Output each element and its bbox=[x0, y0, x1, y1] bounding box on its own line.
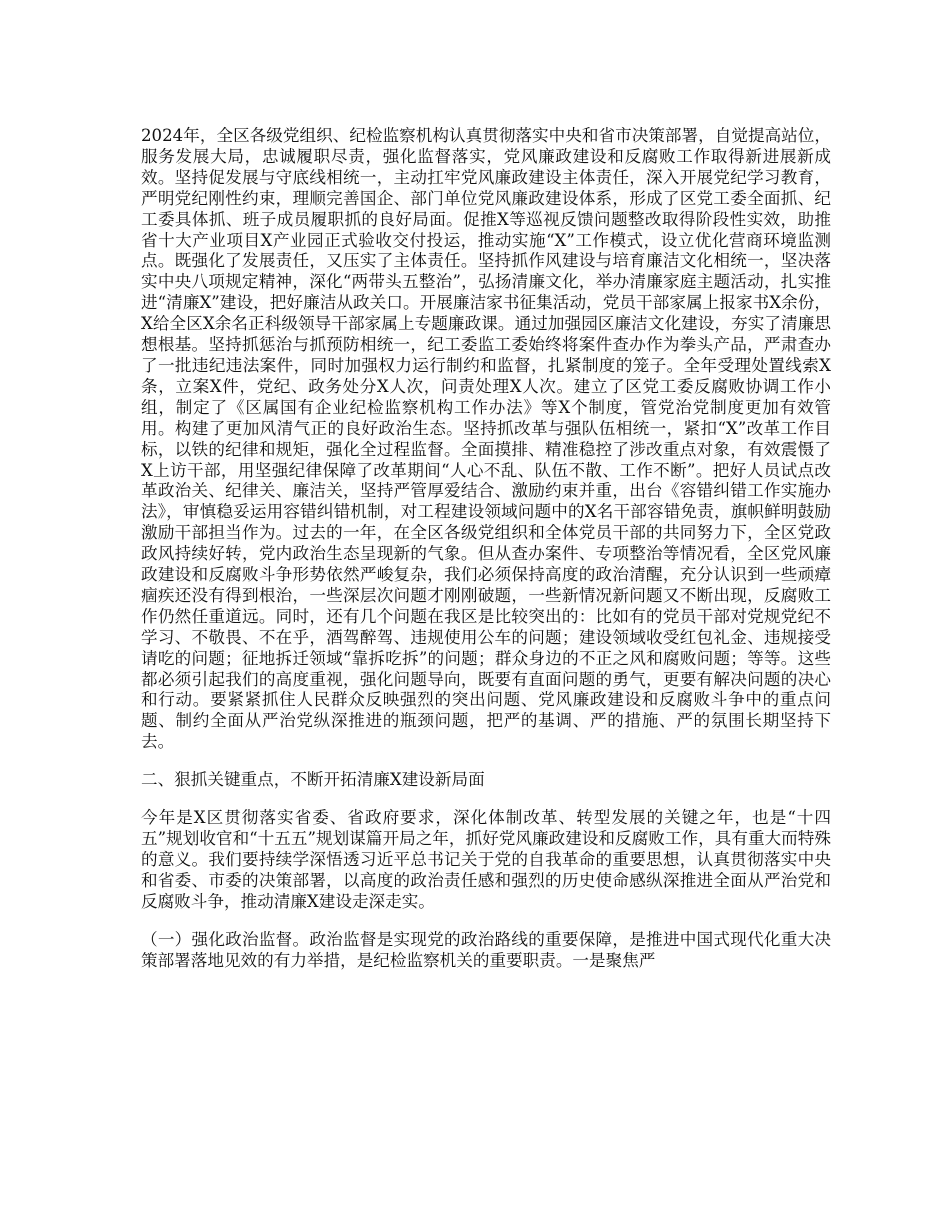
paragraph-intro: 今年是X区贯彻落实省委、省政府要求，深化体制改革、转型发展的关键之年，也是“十四五”规划收官和“十五五”规划谋篇开局之年，抓好党风廉政建设和反腐败工作，具有重大而特殊的意义。我们要持续学深悟透习近平总书记关于党的自我革命的重要思想，认真贯彻落实中央和省委、市委的决策部署，以高度的政治责任感和强烈的历史使命感纵深推进全面从严治党和反腐败斗争，推动清廉X建设走深走实。 bbox=[141, 808, 831, 911]
paragraph-summary: 2024年，全区各级党组织、纪检监察机构认真贯彻落实中央和省市决策部署，自觉提高站位，服务发展大局，忠诚履职尽责，强化监督落实，党风廉政建设和反腐败工作取得新进展新成效。坚持促发展与守底线相统一，主动扛牢党风廉政建设主体责任，深入开展党纪学习教育，严明党纪刚性约束，理顺完善国企、部门单位党风廉政建设体系，形成了区党工委全面抓、纪工委具体抓、班子成员履职抓的良好局面。促推X等巡视反馈问题整改取得阶段性实效，助推省十大产业项目X产业园正式验收交付投运，推动实施“X”工作模式，设立优化营商环境监测点。既强化了发展责任，又压实了主体责任。坚持抓作风建设与培育廉洁文化相统一，坚决落实中央八项规定精神，深化“两带头五整治”，弘扬清廉文化，举办清廉家庭主题活动，扎实推进“清廉X”建设，把好廉洁从政关口。开展廉洁家书征集活动，党员干部家属上报家书X余份，X给全区X余名正科级领导干部家属上专题廉政课。通过加强园区廉洁文化建设，夯实了清廉思想根基。坚持抓惩治与抓预防相统一，纪工委监工委始终将案件查办作为拳头产品，严肃查办了一批违纪违法案件，同时加强权力运行制约和监督，扎紧制度的笼子。全年受理处置线索X条，立案X件，党纪、政务处分X人次，问责处理X人次。建立了区党工委反腐败协调工作小组，制定了《区属国有企业纪检监察机构工作办法》等X个制度，管党治党制度更加有效管用。构建了更加风清气正的良好政治生态。坚持抓改革与强队伍相统一，紧扣“X”改革工作目标，以铁的纪律和规矩，强化全过程监督。全面摸排、精准稳控了涉改重点对象，有效震慑了X上访干部，用坚强纪律保障了改革期间“人心不乱、队伍不散、工作不断”。把好人员试点改革政治关、纪律关、廉洁关，坚持严管厚爱结合、激励约束并重，出台《容错纠错工作实施办法》，审慎稳妥运用容错纠错机制，对工程建设领域问题中的X名干部容错免责，旗帜鲜明鼓励激励干部担当作为。过去的一年，在全区各级党组织和全体党员干部的共同努力下，全区党政政风持续好转，党内政治生态呈现新的气象。但从查办案件、专项整治等情况看，全区党风廉政建设和反腐败斗争形势依然严峻复杂，我们必须保持高度的政治清醒，充分认识到一些顽瘴痼疾还没有得到根治，一些深层次问题才刚刚破题，一些新情况新问题又不断出现，反腐败工作仍然任重道远。同时，还有几个问题在我区是比较突出的：比如有的党员干部对党规党纪不学习、不敬畏、不在乎，酒驾醉驾、违规使用公车的问题；建设领域收受红包礼金、违规接受请吃的问题；征地拆迁领域“靠拆吃拆”的问题；群众身边的不正之风和腐败问题；等等。这些都必须引起我们的高度重视，强化问题导向，既要有直面问题的勇气，更要有解决问题的决心和行动。要紧紧抓住人民群众反映强烈的突出问题、党风廉政建设和反腐败斗争中的重点问题、制约全面从严治党纵深推进的瓶颈问题，把严的基调、严的措施、严的氛围长期坚持下去。 bbox=[141, 126, 831, 752]
document-body bbox=[141, 126, 831, 988]
section-heading: 二、狠抓关键重点，不断开拓清廉X建设新局面 bbox=[141, 770, 485, 790]
paragraph-political-supervision: （一）强化政治监督。政治监督是实现党的政治路线的重要保障，是推进中国式现代化重大决策部署落地见效的有力举措，是纪检监察机关的重要职责。一是聚焦严 bbox=[141, 929, 831, 970]
